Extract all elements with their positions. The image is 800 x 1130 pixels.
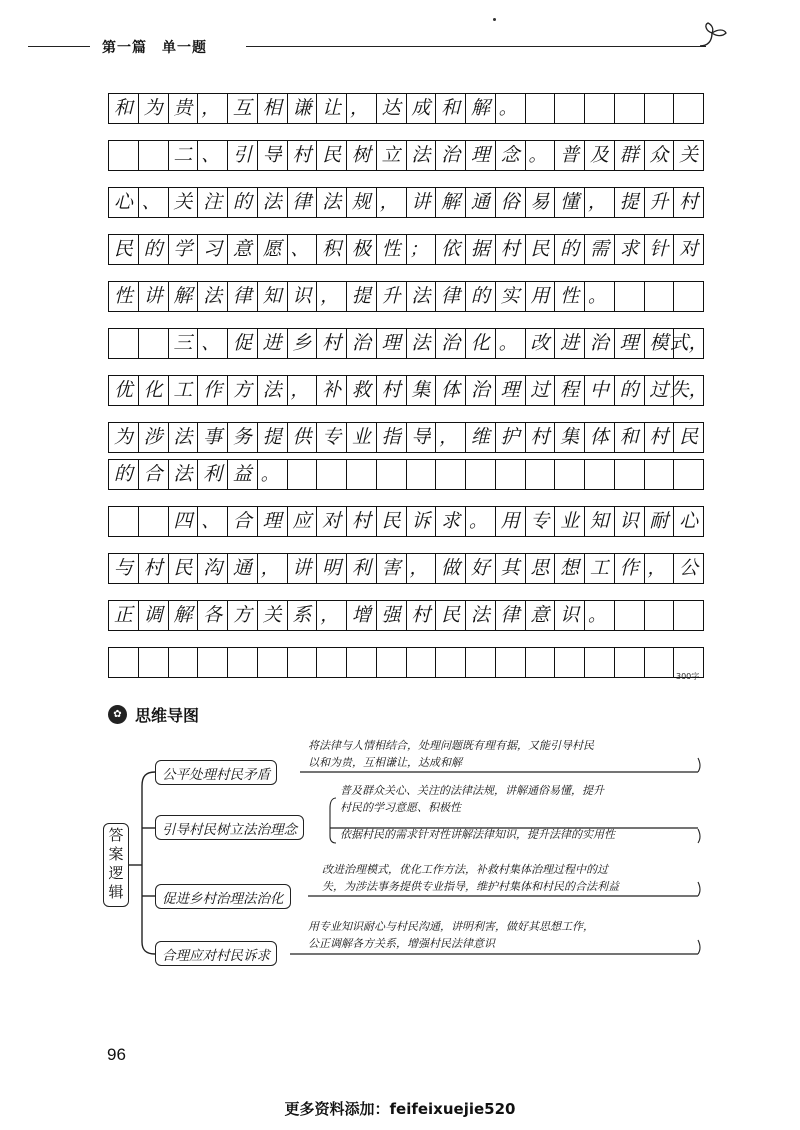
- grid-cell: 提: [258, 423, 288, 452]
- grid-cell: 的: [139, 235, 169, 264]
- grid-cell: 的: [228, 188, 258, 217]
- grid-cell: 中: [585, 376, 615, 405]
- grid-cell: 民: [109, 235, 139, 264]
- grid-cell: 作: [198, 376, 228, 405]
- mindmap-branch-2: 引导村民树立法治理念: [155, 815, 304, 840]
- grid-cell: 理: [615, 329, 645, 358]
- grid-cell: 理: [258, 507, 288, 536]
- grid-cell: 。: [496, 94, 526, 123]
- grid-cell: 升: [377, 282, 407, 311]
- grid-cell: 村: [139, 554, 169, 583]
- grid-cell: 作: [615, 554, 645, 583]
- grid-cell: 心: [674, 507, 704, 536]
- grid-cell: 治: [466, 376, 496, 405]
- grid-cell: 专: [317, 423, 347, 452]
- mindmap-branch-3: 促进乡村治理法治化: [155, 884, 291, 909]
- connector-bracket: [142, 772, 155, 954]
- grid-cell: 相: [258, 94, 288, 123]
- grid-cell: 的: [615, 376, 645, 405]
- grid-cell: 懂: [555, 188, 585, 217]
- grid-cell: 村: [407, 601, 437, 630]
- grid-cell: 供: [288, 423, 318, 452]
- grid-cell: 的: [555, 235, 585, 264]
- grid-cell: 四: [169, 507, 199, 536]
- grid-cell: 、: [198, 507, 228, 536]
- grid-cell: 实: [496, 282, 526, 311]
- grid-cell: 法: [317, 188, 347, 217]
- grid-cell: 。: [258, 460, 288, 489]
- branch-2-detail-1: 普及群众关心、关注的法律法规，讲解通俗易懂，提升: [340, 784, 604, 797]
- branch-4-detail-1: 用专业知识耐心与村民沟通，讲明利害，做好其思想工作，: [308, 920, 594, 933]
- grid-cell: 。: [526, 141, 556, 170]
- grid-cell: 法: [466, 601, 496, 630]
- grid-cell: 维: [466, 423, 496, 452]
- grid-cell: 法: [407, 141, 437, 170]
- grid-cell: 集: [555, 423, 585, 452]
- grid-cell: 为: [139, 94, 169, 123]
- grid-cell: 公: [674, 554, 704, 583]
- grid-cell: 化: [139, 376, 169, 405]
- grid-cell: 护: [496, 423, 526, 452]
- grid-cell: 识: [555, 601, 585, 630]
- grid-cell: 体: [436, 376, 466, 405]
- grid-cell: 讲: [288, 554, 318, 583]
- branch-3-detail-1: 改进治理模式，优化工作方法，补救村集体治理过程中的过: [322, 863, 608, 876]
- grid-cell: 。: [496, 329, 526, 358]
- grid-cell: 理: [496, 376, 526, 405]
- grid-cell: 治: [585, 329, 615, 358]
- mindmap-branch-1: 公平处理村民矛盾: [155, 760, 277, 785]
- grid-cell: 心: [109, 188, 139, 217]
- grid-cell: 村: [496, 235, 526, 264]
- grid-cell: 改: [526, 329, 556, 358]
- grid-cell: 极: [347, 235, 377, 264]
- grid-cell: 和: [615, 423, 645, 452]
- grid-cell: 导: [258, 141, 288, 170]
- grid-cell: 律: [436, 282, 466, 311]
- branch-1-detail-1: 将法律与人情相结合，处理问题既有理有据，又能引导村民: [308, 739, 594, 752]
- grid-cell: 愿: [258, 235, 288, 264]
- grid-cell: 需: [585, 235, 615, 264]
- grid-cell: 。: [585, 601, 615, 630]
- grid-cell: 理: [377, 329, 407, 358]
- hook-3: [698, 882, 700, 896]
- grid-cell: 进: [555, 329, 585, 358]
- page-number: 96: [107, 1045, 126, 1064]
- grid-cell: 村: [347, 507, 377, 536]
- footer-note: 更多资料添加：feifeixuejie520: [284, 1100, 516, 1118]
- grid-cell: 工: [585, 554, 615, 583]
- grid-cell: 利: [347, 554, 377, 583]
- grid-cell: ，: [645, 554, 675, 583]
- grid-cell: 俗: [496, 188, 526, 217]
- grid-cell: 式，: [674, 329, 704, 358]
- grid-cell: 事: [198, 423, 228, 452]
- section-title: 第一篇 单一题: [102, 40, 207, 56]
- grid-cell: 害: [377, 554, 407, 583]
- grid-cell: 耐: [645, 507, 675, 536]
- grid-cell: 讲: [407, 188, 437, 217]
- grid-cell: 治: [347, 329, 377, 358]
- grid-cell: 想: [555, 554, 585, 583]
- grid-cell: ，: [258, 554, 288, 583]
- mindmap-root: 答案逻辑: [103, 823, 129, 907]
- grid-cell: 律: [496, 601, 526, 630]
- branch-2-detail-3: 依据村民的需求针对性讲解法律知识，提升法律的实用性: [340, 828, 615, 841]
- grid-cell: 的: [109, 460, 139, 489]
- grid-cell: 成: [407, 94, 437, 123]
- grid-cell: 性: [109, 282, 139, 311]
- grid-cell: 、: [198, 141, 228, 170]
- grid-cell: 模: [645, 329, 675, 358]
- grid-cell: 法: [407, 329, 437, 358]
- grid-cell: 二: [169, 141, 199, 170]
- grid-cell: 村: [645, 423, 675, 452]
- grid-cell: 性: [377, 235, 407, 264]
- grid-cell: 民: [526, 235, 556, 264]
- grid-cell: 解: [169, 601, 199, 630]
- grid-cell: 村: [674, 188, 704, 217]
- grid-cell: 乡: [288, 329, 318, 358]
- grid-cell: 针: [645, 235, 675, 264]
- grid-cell: 治: [436, 141, 466, 170]
- grid-cell: 好: [466, 554, 496, 583]
- grid-cell: 其: [496, 554, 526, 583]
- grid-cell: 促: [228, 329, 258, 358]
- mindmap-branch-4: 合理应对村民诉求: [155, 941, 277, 966]
- grid-cell: 方: [228, 376, 258, 405]
- grid-cell: 解: [466, 94, 496, 123]
- grid-cell: 识: [615, 507, 645, 536]
- grid-cell: 民: [317, 141, 347, 170]
- grid-cell: 体: [585, 423, 615, 452]
- grid-cell: ，: [585, 188, 615, 217]
- grid-cell: 知: [258, 282, 288, 311]
- grid-cell: 贵: [169, 94, 199, 123]
- grid-cell: 群: [615, 141, 645, 170]
- grid-cell: ，: [198, 94, 228, 123]
- grid-cell: ，: [407, 554, 437, 583]
- grid-cell: 法: [258, 376, 288, 405]
- grid-cell: 学: [169, 235, 199, 264]
- grid-cell: 程: [555, 376, 585, 405]
- grid-cell: 注: [198, 188, 228, 217]
- grid-cell: 工: [169, 376, 199, 405]
- grid-cell: 互: [228, 94, 258, 123]
- grid-cell: 为: [109, 423, 139, 452]
- grid-cell: 讲: [139, 282, 169, 311]
- grid-cell: 村: [377, 376, 407, 405]
- grid-cell: 。: [466, 507, 496, 536]
- grid-cell: 过: [526, 376, 556, 405]
- grid-cell: 民: [377, 507, 407, 536]
- grid-cell: ；: [407, 235, 437, 264]
- grid-cell: 及: [585, 141, 615, 170]
- grid-cell: 树: [347, 141, 377, 170]
- grid-cell: 法: [198, 282, 228, 311]
- grid-cell: ，: [288, 376, 318, 405]
- grid-cell: 村: [288, 141, 318, 170]
- grid-cell: 强: [377, 601, 407, 630]
- grid-cell: 解: [436, 188, 466, 217]
- grid-cell: 求: [436, 507, 466, 536]
- grid-cell: 升: [645, 188, 675, 217]
- branch-2-sub-bracket: [330, 798, 336, 843]
- grid-cell: 谦: [288, 94, 318, 123]
- grid-cell: 法: [169, 460, 199, 489]
- grid-cell: 积: [317, 235, 347, 264]
- grid-cell: 民: [436, 601, 466, 630]
- grid-cell: 进: [258, 329, 288, 358]
- mindmap-title: 思维导图: [135, 706, 200, 725]
- grid-cell: 、: [139, 188, 169, 217]
- grid-cell: 诉: [407, 507, 437, 536]
- grid-cell: 解: [169, 282, 199, 311]
- grid-cell: 性: [555, 282, 585, 311]
- grid-cell: 关: [169, 188, 199, 217]
- grid-cell: 失，: [674, 376, 704, 405]
- grid-cell: 习: [198, 235, 228, 264]
- grid-cell: ，: [347, 94, 377, 123]
- grid-cell: 过: [645, 376, 675, 405]
- grid-cell: 做: [436, 554, 466, 583]
- grid-cell: 救: [347, 376, 377, 405]
- grid-cell: 的: [466, 282, 496, 311]
- grid-cell: 务: [228, 423, 258, 452]
- grid-cell: ，: [377, 188, 407, 217]
- grid-cell: 与: [109, 554, 139, 583]
- grid-cell: 导: [407, 423, 437, 452]
- branch-2-detail-2: 村民的学习意愿、积极性: [340, 801, 461, 814]
- grid-cell: 法: [169, 423, 199, 452]
- mindmap-badge-icon: ✿: [108, 705, 127, 724]
- grid-cell: 沟: [198, 554, 228, 583]
- grid-cell: 意: [526, 601, 556, 630]
- grid-cell: 益: [228, 460, 258, 489]
- grid-cell: 识: [288, 282, 318, 311]
- grid-cell: 补: [317, 376, 347, 405]
- grid-cell: 意: [228, 235, 258, 264]
- grid-cell: 普: [555, 141, 585, 170]
- grid-cell: ，: [317, 282, 347, 311]
- branch-3-detail-2: 失，为涉法事务提供专业指导，维护村集体和村民的合法利益: [322, 880, 619, 893]
- grid-cell: 民: [169, 554, 199, 583]
- grid-cell: 对: [317, 507, 347, 536]
- grid-cell: 求: [615, 235, 645, 264]
- grid-cell: 知: [585, 507, 615, 536]
- branch-1-detail-2: 以和为贵，互相谦让，达成和解: [308, 756, 462, 769]
- grid-cell: 念: [496, 141, 526, 170]
- grid-cell: 系: [288, 601, 318, 630]
- grid-cell: 涉: [139, 423, 169, 452]
- grid-cell: 村: [317, 329, 347, 358]
- grid-cell: 思: [526, 554, 556, 583]
- grid-cell: 律: [228, 282, 258, 311]
- grid-cell: 法: [407, 282, 437, 311]
- hook-2: [698, 829, 700, 843]
- grid-cell: 明: [317, 554, 347, 583]
- word-count: 300字: [676, 672, 700, 681]
- grid-cell: 众: [645, 141, 675, 170]
- grid-cell: 通: [466, 188, 496, 217]
- grid-cell: 和: [436, 94, 466, 123]
- grid-cell: 业: [555, 507, 585, 536]
- hook-4: [698, 940, 700, 954]
- grid-cell: 集: [407, 376, 437, 405]
- grid-cell: 规: [347, 188, 377, 217]
- grid-cell: 提: [347, 282, 377, 311]
- grid-cell: 据: [466, 235, 496, 264]
- grid-cell: 立: [377, 141, 407, 170]
- grid-cell: 增: [347, 601, 377, 630]
- grid-cell: 提: [615, 188, 645, 217]
- grid-cell: 合: [139, 460, 169, 489]
- hook-1: [698, 758, 700, 772]
- grid-cell: 通: [228, 554, 258, 583]
- grid-cell: 指: [377, 423, 407, 452]
- grid-cell: ，: [317, 601, 347, 630]
- grid-cell: 律: [288, 188, 318, 217]
- grid-cell: 依: [436, 235, 466, 264]
- grid-cell: 法: [258, 188, 288, 217]
- grid-cell: 关: [258, 601, 288, 630]
- grid-cell: 理: [466, 141, 496, 170]
- grid-cell: 村: [526, 423, 556, 452]
- grid-cell: 民: [674, 423, 704, 452]
- grid-cell: 。: [585, 282, 615, 311]
- grid-cell: 利: [198, 460, 228, 489]
- grid-cell: 用: [496, 507, 526, 536]
- grid-cell: 优: [109, 376, 139, 405]
- grid-cell: ，: [436, 423, 466, 452]
- grid-cell: 达: [377, 94, 407, 123]
- grid-cell: 业: [347, 423, 377, 452]
- grid-cell: 调: [139, 601, 169, 630]
- grid-cell: 合: [228, 507, 258, 536]
- grid-cell: 化: [466, 329, 496, 358]
- grid-cell: 关: [674, 141, 704, 170]
- grid-cell: 各: [198, 601, 228, 630]
- grid-cell: 和: [109, 94, 139, 123]
- grid-cell: 正: [109, 601, 139, 630]
- grid-cell: 方: [228, 601, 258, 630]
- grid-cell: 、: [198, 329, 228, 358]
- grid-cell: 治: [436, 329, 466, 358]
- grid-cell: 专: [526, 507, 556, 536]
- grid-cell: 让: [317, 94, 347, 123]
- grid-cell: 引: [228, 141, 258, 170]
- grid-cell: 对: [674, 235, 704, 264]
- grid-cell: 三: [169, 329, 199, 358]
- grid-cell: 易: [526, 188, 556, 217]
- grid-cell: 、: [288, 235, 318, 264]
- grid-cell: 用: [526, 282, 556, 311]
- branch-4-detail-2: 公正调解各方关系，增强村民法律意识: [308, 937, 495, 950]
- grid-cell: 应: [288, 507, 318, 536]
